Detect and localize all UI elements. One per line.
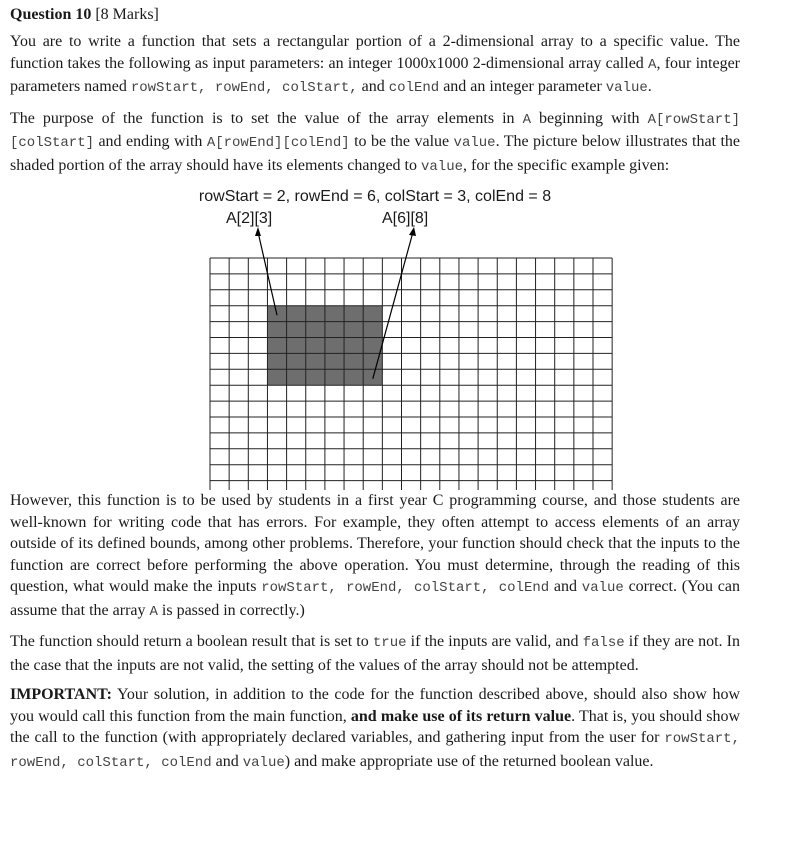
text: and ending with xyxy=(94,133,207,150)
question-heading xyxy=(10,4,740,26)
text: correct. (You can assume that the array xyxy=(10,578,740,619)
text: . xyxy=(647,78,652,95)
text: . The picture below illustrates that the shaded portion of the array should have its elements changed to xyxy=(10,133,740,174)
code-end-element: A[rowEnd][colEnd] xyxy=(206,135,350,151)
code-array-name: A xyxy=(648,56,657,73)
text: is passed in correctly.) xyxy=(157,601,305,619)
validation-paragraph xyxy=(10,490,740,623)
code-value: value xyxy=(581,580,624,596)
text: The function should return a boolean result that is set to xyxy=(10,633,373,650)
purpose-paragraph xyxy=(10,108,740,179)
question-marks: [8 Marks] xyxy=(95,6,159,23)
array-figure xyxy=(10,208,740,490)
text: and xyxy=(357,78,389,95)
text: and xyxy=(549,578,582,595)
return-paragraph xyxy=(10,631,740,676)
important-label: IMPORTANT: xyxy=(10,686,112,703)
text: to be the value xyxy=(349,133,454,150)
code-value: value xyxy=(421,158,464,175)
text: and an integer parameter xyxy=(439,78,606,95)
example-parameters: rowStart = 2, rowEnd = 6, colStart = 3, colEnd = 8 xyxy=(198,188,552,205)
array-grid-diagram xyxy=(10,208,740,490)
bold-text: and make use of its return value xyxy=(350,707,572,725)
text: if they are not. In the case that the inputs are not valid, the setting of the values of the array should not be attempted. xyxy=(10,633,741,674)
code-false: false xyxy=(582,635,625,651)
code-value: value xyxy=(242,754,285,771)
code-params: rowStart, rowEnd, colStart, xyxy=(130,80,358,96)
text: ) and make appropriate use of the returned boolean value. xyxy=(284,752,654,770)
code-array-name: A xyxy=(522,111,531,128)
end-element-label: A[6][8] xyxy=(382,210,429,227)
code-value: value xyxy=(453,135,496,151)
code-params: rowStart, rowEnd, colStart, colEnd xyxy=(261,580,550,596)
code-value: value xyxy=(605,80,648,96)
question-number: Question 10 xyxy=(10,6,92,23)
text: beginning with xyxy=(531,109,648,127)
intro-paragraph xyxy=(10,31,740,100)
text: The purpose of the function is to set the value of the array elements in xyxy=(10,109,523,127)
important-paragraph xyxy=(10,684,740,774)
code-params: rowStart, rowEnd, colStart, colEnd xyxy=(10,731,740,771)
code-true: true xyxy=(372,635,407,651)
text: . That is, you should show the call to the function (with appropriately declared variables, and gathering input from the user for xyxy=(10,707,741,746)
text: However, this function is to be used by students in a first year C programming course, and those students are well-known for writing code that has errors. For example, they often attempt to access elements of an array outside of its defined bounds, among other problems. Therefore, your function should check that the inputs to the function are correct before performing the above operation. You must determine, through the reading of this question, what would make the inputs xyxy=(10,492,740,595)
start-arrow-head xyxy=(255,227,261,236)
text: You are to write a function that sets a rectangular portion of a 2-dimensional array to a specific value. The function takes the following as input parameters: an integer 1000x1000 2-dimensional array called xyxy=(10,33,740,72)
text: if the inputs are valid, and xyxy=(406,633,583,650)
text: , for the specific example given: xyxy=(463,156,670,174)
code-colend: colEnd xyxy=(388,80,440,96)
question-page xyxy=(10,4,740,782)
start-element-label: A[2][3] xyxy=(226,210,273,227)
end-arrow-head xyxy=(409,227,416,236)
text: , four integer parameters named xyxy=(10,54,741,95)
code-array-name: A xyxy=(149,603,158,620)
text: and xyxy=(211,752,243,770)
text: Your solution, in addition to the code for the function described above, should also show how you would call this function from the main function, xyxy=(10,686,740,725)
code-start-element: A[rowStart][colStart] xyxy=(10,111,741,151)
